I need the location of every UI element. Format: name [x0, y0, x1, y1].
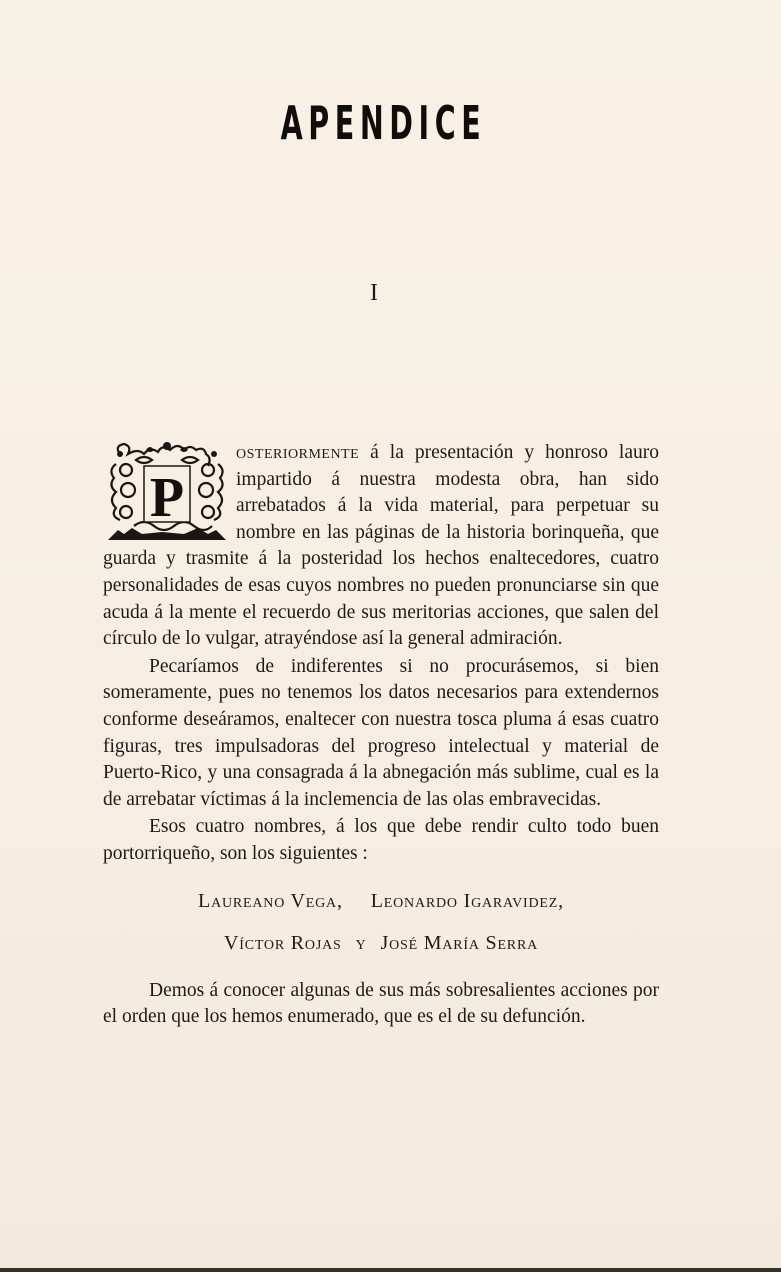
intro-text: á la presentación y honroso lauro impartido á nuestra modesta obra, han sido arrebatados á la vida material, para perpetuar su nombre en las páginas de la historia borinqueña, que guarda y trasmite á la posteridad los hechos enaltecedores, cuatro personalidades de esas cuyos nombres no pueden pronunciarse sin que acuda á la mente el recuerdo de sus meritorias acciones, que salen del círculo de lo vulgar, atrayéndose así la general admiración.	[103, 442, 659, 650]
ornamental-drop-cap	[106, 440, 230, 544]
page-bottom-edge	[0, 1268, 781, 1272]
lead-word: osteriormente	[236, 442, 360, 463]
body-text	[103, 440, 659, 1031]
paragraph-2: Pecaríamos de indiferentes si no procurásemos, si bien someramente, pues no tenemos los datos necesarios para extendernos conforme deseáramos, enaltecer con nuestra tosca pluma á esas cuatro figuras, tres impulsadoras del progreso intelectual y material de Puerto-Rico, y una consagrada á la abnegación más sublime, cual es la de arrebatar víctimas á la inclemencia de las olas embravecidas.	[103, 655, 659, 810]
page-title: APENDICE	[280, 96, 487, 150]
drop-cap-letter: P	[149, 467, 185, 529]
names-line-1	[103, 888, 659, 915]
paragraph-4: Demos á conocer algunas de sus más sobresalientes acciones por el orden que los hemos enumerado, que es el de su defunción.	[103, 979, 659, 1028]
names-conjunction: y	[355, 932, 367, 955]
names-line-2	[103, 930, 659, 957]
name-jose-maria-serra: José María Serra	[380, 932, 538, 955]
section-number: I	[370, 280, 378, 306]
paragraph-3: Esos cuatro nombres, á los que debe rendir culto todo buen portorriqueño, son los siguientes :	[103, 816, 659, 864]
name-victor-rojas: Víctor Rojas	[223, 932, 342, 955]
name-laureano-vega: Laureano Vega,	[198, 889, 343, 912]
intro-paragraph	[103, 440, 659, 653]
name-leonardo-igaravidez: Leonardo Igaravidez,	[370, 889, 564, 912]
